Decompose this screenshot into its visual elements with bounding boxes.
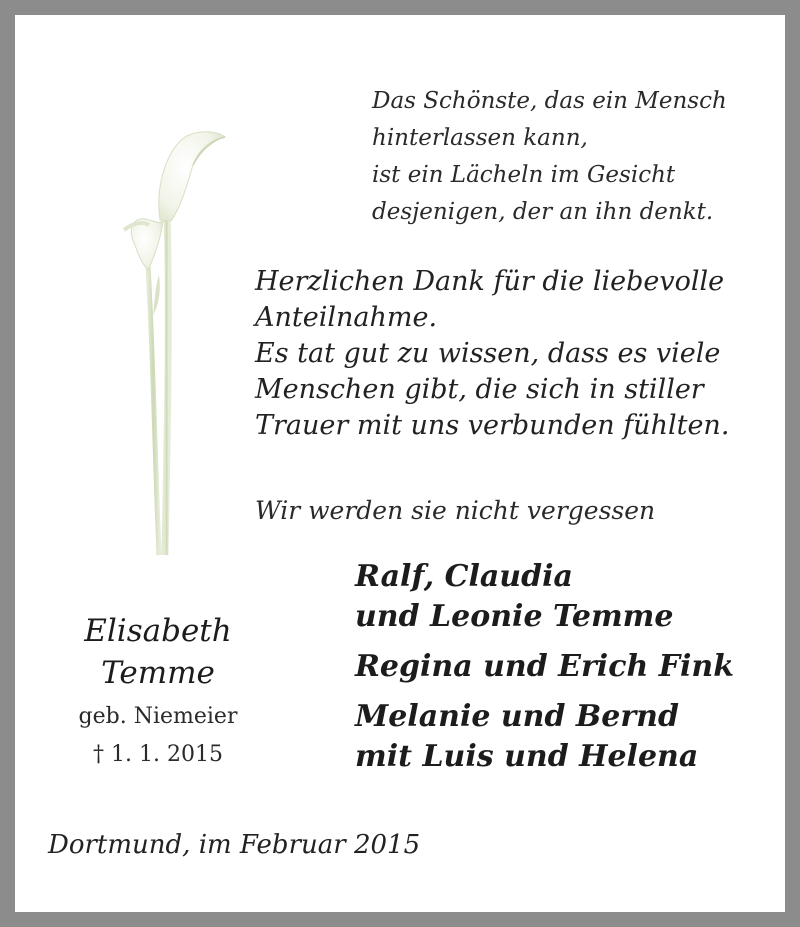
quote-line: hinterlassen kann, <box>372 125 588 151</box>
thanks-line: Anteilnahme. <box>255 302 438 333</box>
family-signatures <box>355 557 800 787</box>
family-name-line: Regina und Erich Fink <box>355 649 735 684</box>
family-name-line: Ralf, Claudia <box>355 559 573 594</box>
thanks-line: Menschen gibt, die sich in stiller <box>255 374 704 405</box>
deceased-last-name: Temme <box>101 655 215 691</box>
family-group <box>355 557 800 637</box>
family-name-line: und Leonie Temme <box>355 599 674 634</box>
thanks-line: Trauer mit uns verbunden fühlten. <box>255 410 730 441</box>
quote-line: desjenigen, der an ihn denkt. <box>372 199 714 225</box>
family-name-line: Melanie und Bernd <box>355 699 679 734</box>
quote-line: Das Schönste, das ein Mensch <box>372 88 727 114</box>
place-and-date: Dortmund, im Februar 2015 <box>48 830 421 860</box>
thanks-line: Es tat gut zu wissen, dass es viele <box>255 338 721 369</box>
memorial-quote <box>372 83 792 231</box>
deceased-first-name: Elisabeth <box>84 613 232 649</box>
closing-line: Wir werden sie nicht vergessen <box>255 496 656 525</box>
calla-lily-icon <box>115 125 235 557</box>
quote-line: ist ein Lächeln im Gesicht <box>372 162 676 188</box>
family-name-line: mit Luis und Helena <box>355 739 699 774</box>
thanks-message <box>255 264 795 444</box>
thanks-line: Herzlichen Dank für die liebevolle <box>255 266 725 297</box>
family-group <box>355 647 800 687</box>
deceased-info <box>48 610 268 770</box>
deceased-death-date: † 1. 1. 2015 <box>93 742 223 767</box>
family-group <box>355 697 800 777</box>
deceased-birth-name: geb. Niemeier <box>78 704 238 729</box>
